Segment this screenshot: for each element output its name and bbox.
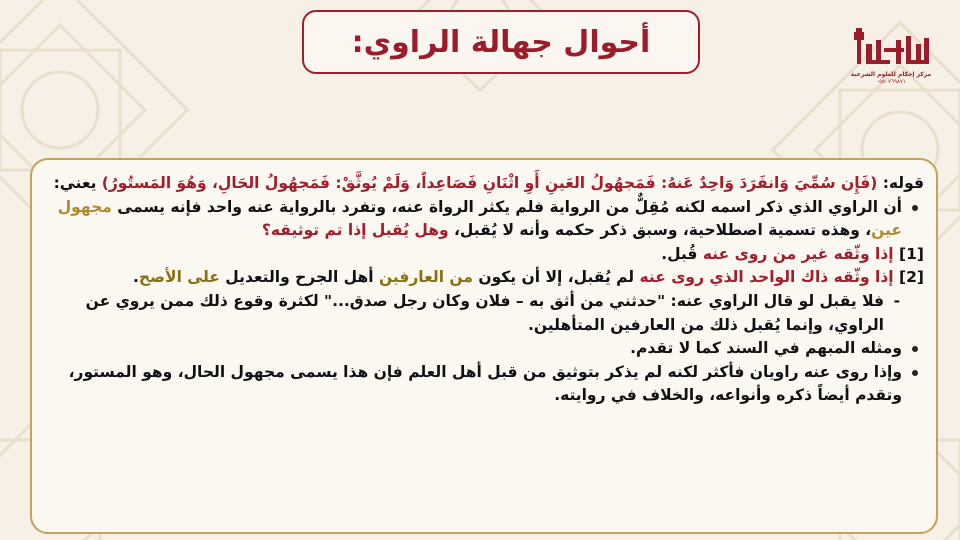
slide-title: أحوال جهالة الراوي: [351,24,651,60]
numbered-item-2: [2] إذا وثّقه ذاك الواحد الذي روى عنه لم يُقبل، إلا أن يكون من العارفين أهل الجرح والتعديل على الأصح. [133,268,924,287]
bullet-item-majhul-hal: وإذا روى عنه راويان فأكثر لكنه لم يذكر بتوثيق من قبل أهل العلم فإن هذا يسمى مجهول الحال، وهو المستور، وتقدم أيضاً ذكره وأنواعه، والخلاف في روايته. [42,361,924,408]
bullet-item-majhul-ayn: أن الراوي الذي ذكر اسمه لكنه مُقِلٌّ من الرواية فلم يكثر الرواة عنه، وتفرد بالرواية عنه واحد فإنه يسمى مجهول عين، وهذه تسمية اصطلاحية، وسبق ذكر حكمه وأنه لا يُقبل، وهل يُقبل إذا تم توثيقه؟ [42,196,924,243]
bullet-dot-icon [912,370,918,376]
quote-tail: يعني: [53,174,102,192]
matn-quote: (فَإِن سُمِّيَ وَانفَرَدَ وَاحِدٌ عَنهُ: فَمَجهُولُ العَينِ أَوِ اثْنَانِ فَصَاعِداً، وَلَمْ يُوثَّقْ: فَمَجهُولُ الحَالِ، وَهُوَ المَستُورُ) [101,174,878,192]
center-logo [848,26,934,92]
dash-marker: - [893,291,900,310]
dash-item-example: - فلا يقبل لو قال الراوي عنه: "حدثني من أثق به – فلان وكان رجل صدق..." لكثرة وقوع ذلك ممن يروي عن الراوي، وإنما يُقبل ذلك من العارفين المتأهلين. [85,291,900,334]
logo-tagline: مركز إحكام للعلوم الشرعية [850,71,932,78]
content-box [30,158,938,534]
slide-title-box [302,10,700,74]
bullet-dot-icon [912,346,918,352]
quote-line [42,172,924,196]
logo-phone: ٠٥٥٠٧٦٩٨٧١ [876,79,906,85]
question-tawthiq: وهل يُقبل إذا تم توثيقه؟ [261,221,449,240]
bullet-dot-icon [912,205,918,211]
numbered-item-1: [1] إذا وثّقه غير من روى عنه قُبل. [661,244,924,263]
bullet-item-mubham: ومثله المبهم في السند كما لا تقدم. [42,337,924,361]
ihkam-logo-icon [848,26,934,70]
quote-lead: قوله: [877,174,924,192]
term-majhul-ayn: مجهول عين [57,197,902,240]
